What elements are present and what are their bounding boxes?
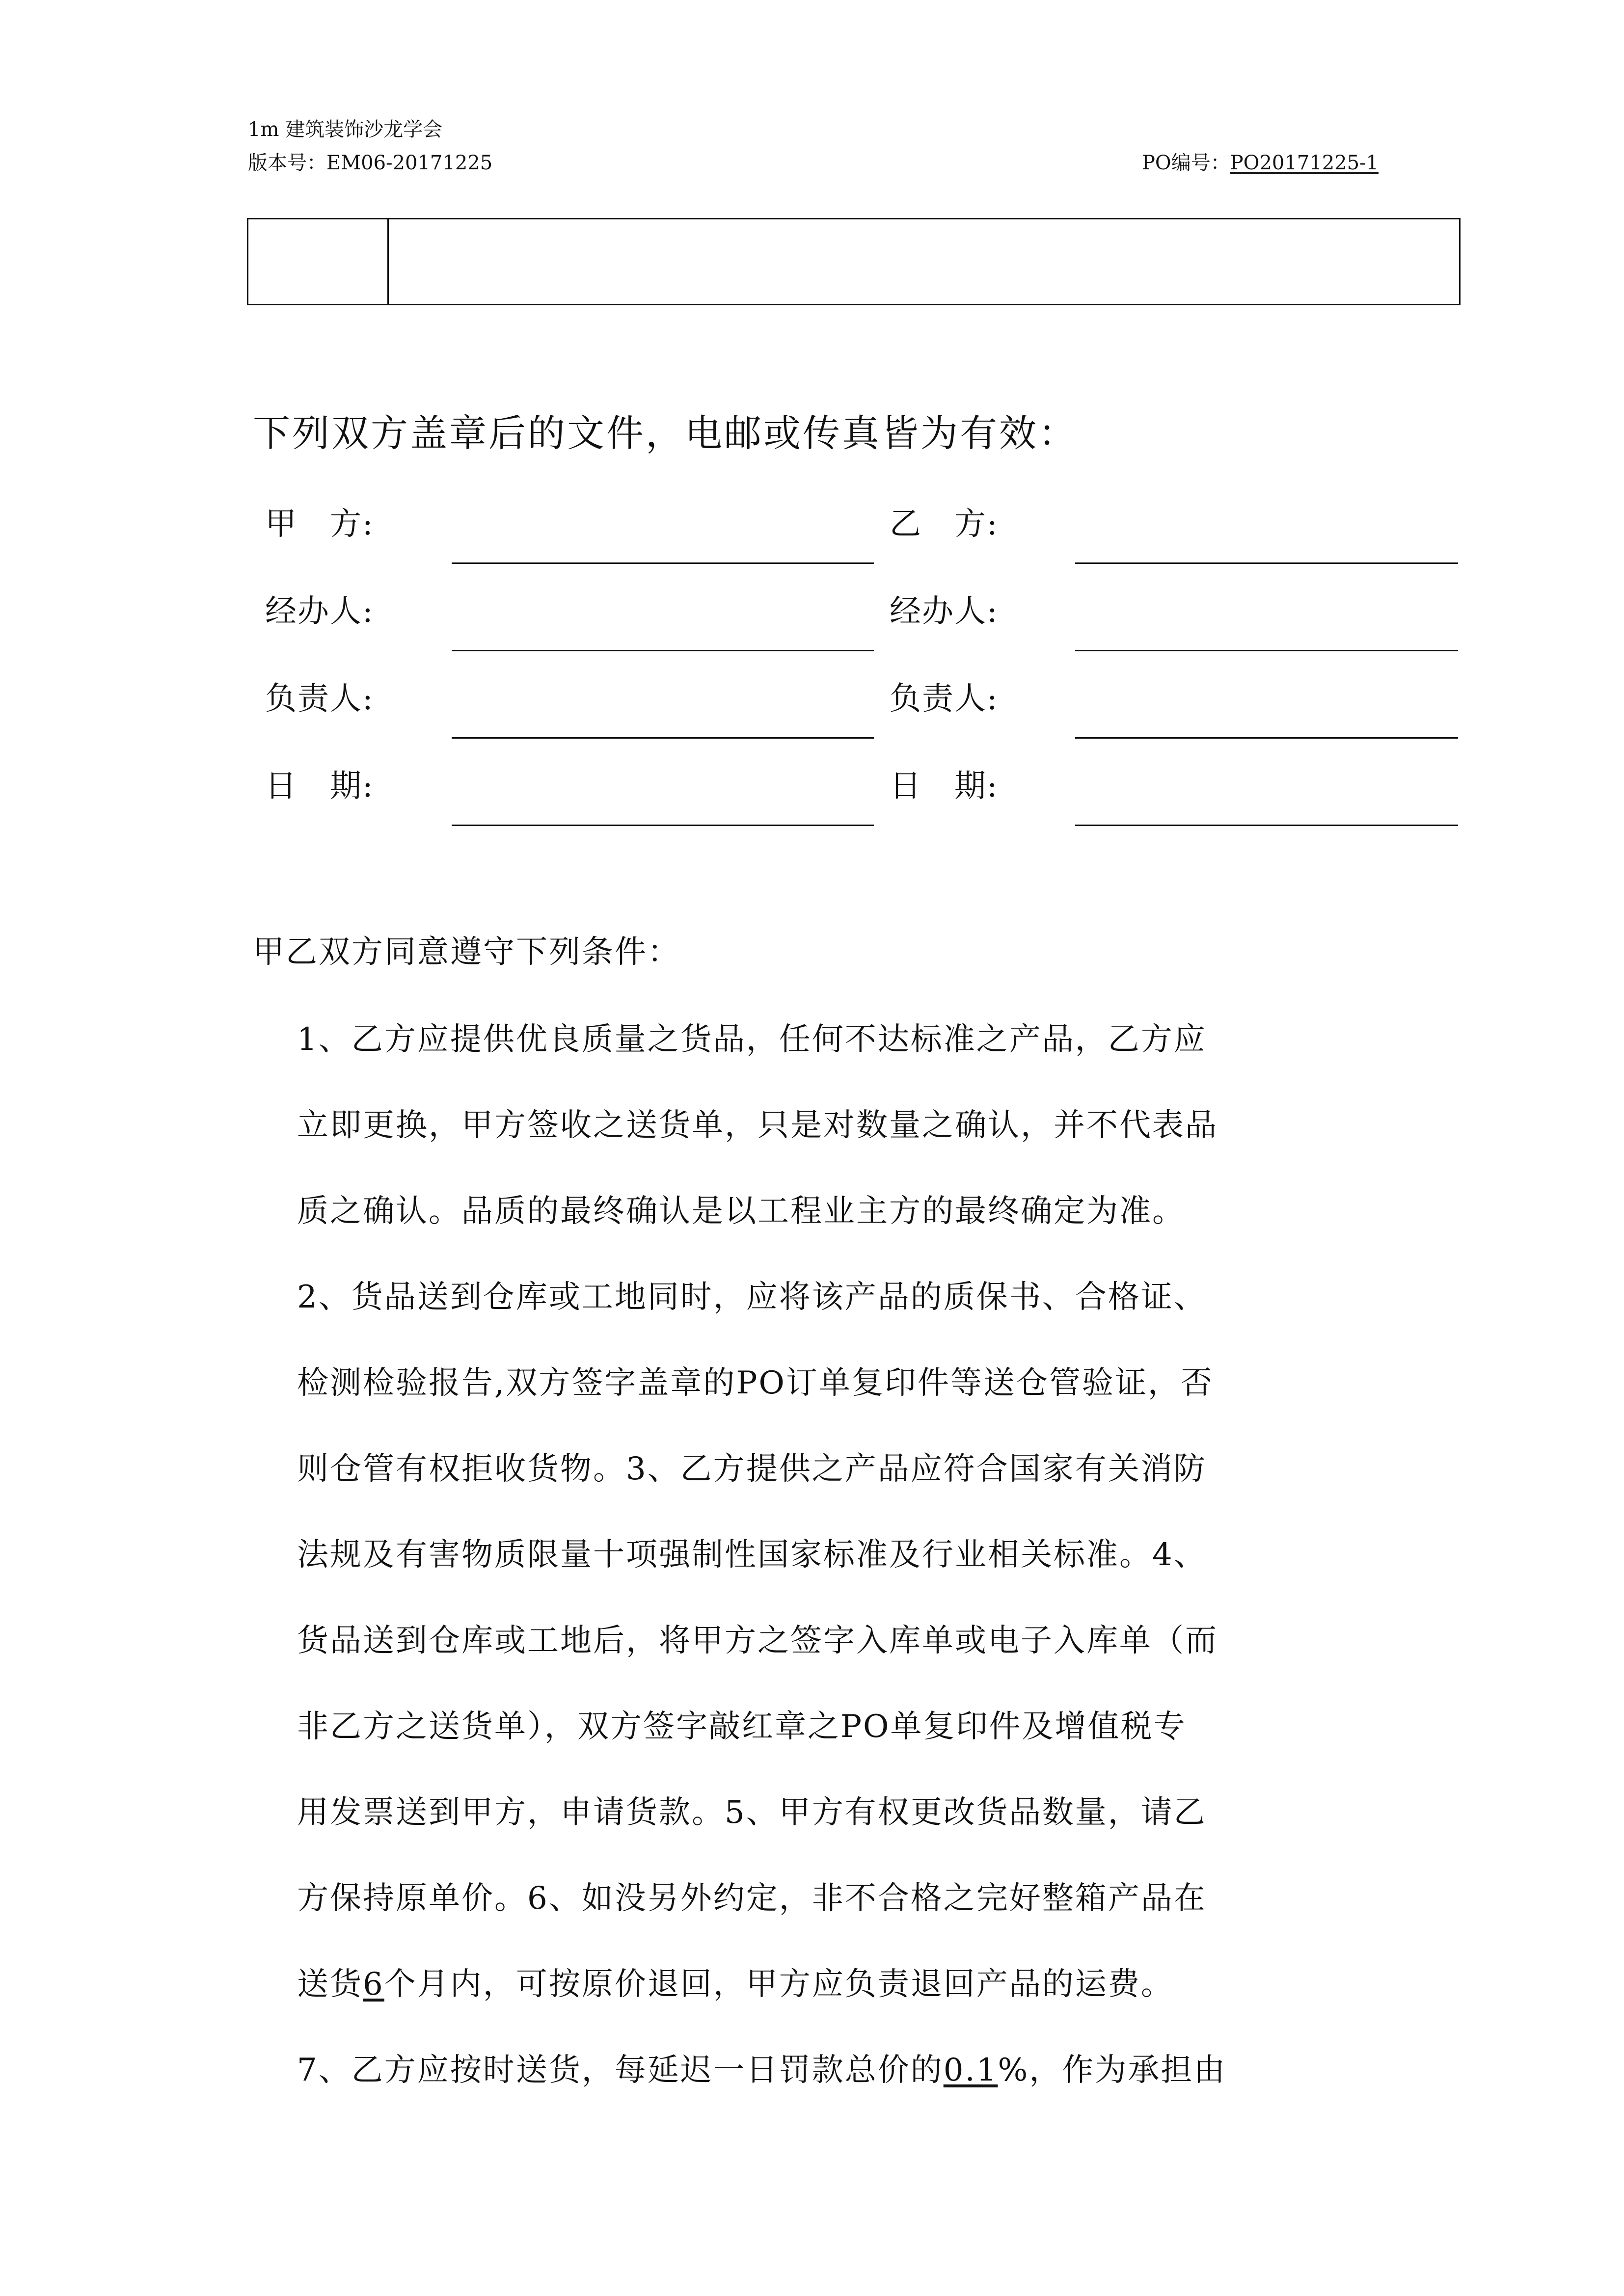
organization-name: 1m 建筑装饰沙龙学会 bbox=[248, 118, 443, 141]
handler-b-line bbox=[1075, 650, 1458, 651]
condition-line: 则仓管有权拒收货物。3、乙方提供之产品应符合国家有关消防 bbox=[297, 1451, 1207, 1487]
return-suffix: 个月内，可按原价退回，甲方应负责退回产品的运费。 bbox=[384, 1966, 1174, 2002]
condition-line: 法规及有害物质限量十项强制性国家标准及行业相关标准。4、 bbox=[297, 1537, 1207, 1573]
handler-a-line bbox=[452, 650, 874, 651]
condition-line-return-period bbox=[297, 1965, 1174, 2004]
principal-a-label: 负责人: bbox=[265, 681, 374, 717]
top-table bbox=[247, 218, 1461, 305]
penalty-suffix: %，作为承担由 bbox=[998, 2052, 1227, 2088]
date-b-line bbox=[1075, 825, 1458, 826]
condition-line: 2、货品送到仓库或工地同时，应将该产品的质保书、合格证、 bbox=[297, 1279, 1207, 1315]
validity-statement: 下列双方盖章后的文件，电邮或传真皆为有效： bbox=[253, 411, 1078, 455]
principal-b-line bbox=[1075, 737, 1458, 739]
table-column-divider bbox=[387, 219, 389, 304]
date-a-label: 日 期: bbox=[265, 768, 374, 804]
condition-line: 非乙方之送货单），双方签字敲红章之PO单复印件及增值税专 bbox=[297, 1709, 1187, 1745]
version-number: 版本号：EM06-20171225 bbox=[248, 152, 493, 174]
party-b-line bbox=[1075, 562, 1458, 564]
condition-line: 用发票送到甲方，申请货款。5、甲方有权更改货品数量，请乙 bbox=[297, 1794, 1207, 1831]
date-b-label: 日 期: bbox=[890, 768, 999, 804]
penalty-prefix: 7、乙方应按时送货，每延迟一日罚款总价的 bbox=[297, 2052, 944, 2088]
return-months: 6 bbox=[363, 1966, 384, 2002]
principal-b-label: 负责人: bbox=[890, 681, 999, 717]
condition-line: 质之确认。品质的最终确认是以工程业主方的最终确定为准。 bbox=[297, 1193, 1185, 1229]
party-a-line bbox=[452, 562, 874, 564]
return-prefix: 送货 bbox=[297, 1966, 363, 2002]
condition-line: 1、乙方应提供优良质量之货品，任何不达标准之产品，乙方应 bbox=[297, 1021, 1207, 1058]
condition-line: 立即更换，甲方签收之送货单，只是对数量之确认，并不代表品 bbox=[297, 1107, 1218, 1144]
party-b-label: 乙 方: bbox=[890, 506, 999, 542]
handler-b-label: 经办人: bbox=[890, 593, 999, 630]
principal-a-line bbox=[452, 737, 874, 739]
condition-line: 货品送到仓库或工地后，将甲方之签字入库单或电子入库单（而 bbox=[297, 1623, 1218, 1659]
handler-a-label: 经办人: bbox=[265, 593, 374, 630]
party-a-label: 甲 方: bbox=[265, 506, 374, 542]
condition-line-penalty bbox=[297, 2051, 1226, 2090]
condition-line: 方保持原单价。6、如没另外约定，非不合格之完好整箱产品在 bbox=[297, 1880, 1207, 1917]
penalty-rate: 0.1 bbox=[943, 2052, 998, 2088]
conditions-intro: 甲乙双方同意遵守下列条件： bbox=[253, 934, 680, 970]
po-number-line bbox=[1142, 151, 1379, 175]
date-a-line bbox=[452, 825, 874, 826]
po-label: PO编号： bbox=[1142, 152, 1230, 174]
po-number: PO20171225-1 bbox=[1230, 152, 1379, 174]
condition-line: 检测检验报告,双方签字盖章的PO订单复印件等送仓管验证，否 bbox=[297, 1365, 1214, 1401]
